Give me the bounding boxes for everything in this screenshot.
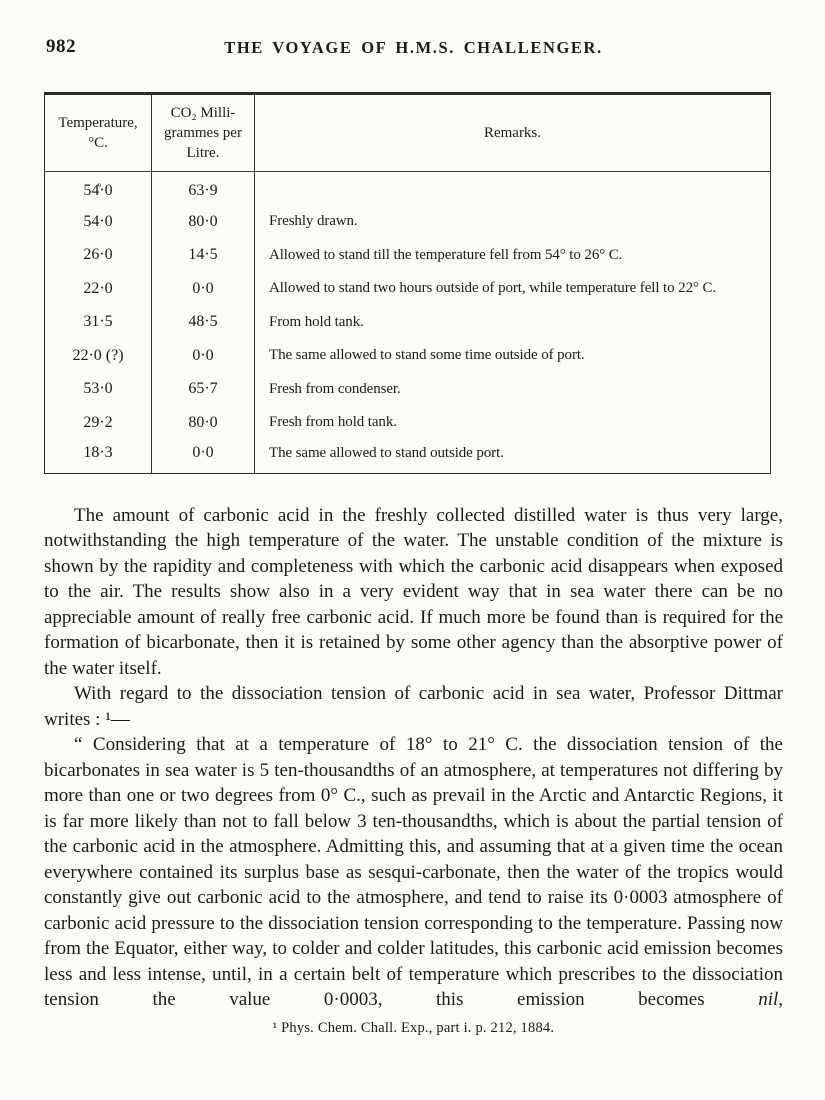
footnote-citation: ¹ Phys. Chem. Chall. Exp., part i. p. 212, 1884.: [272, 1019, 555, 1036]
cell-temperature: 26·0: [45, 239, 152, 273]
cell-remark: Fresh from hold tank.: [269, 414, 397, 431]
paragraph-carbonic-acid: The amount of carbonic acid in the freshly collected distilled water is thus very large, notwithstanding the high temperature of the water. The unstable condition of the mixture is shown by the rapidity and completeness with which the carbonic acid disappears when exposed to the air. The results show also in a very evident way that in sea water there can be no appreciable amount of really free carbonic acid. If much more be found than is required for the formation of bicarbonate, then it is retained by some other agency than the absorptive power of the water itself.: [44, 504, 783, 679]
paragraph-dittmar-intro: With regard to the dissociation tension of carbonic acid in sea water, Professor Dittmar writes : ¹—: [44, 683, 783, 730]
table-row: [45, 272, 771, 306]
table-row: [45, 239, 771, 273]
cell-co2: 65·7: [152, 373, 255, 407]
table-row: [45, 440, 771, 474]
table-row: [45, 406, 771, 440]
cell-co2: 80·0: [152, 205, 255, 239]
table-row: [45, 172, 771, 206]
cell-temperature: 22·0: [45, 272, 152, 306]
running-title: THE VOYAGE OF H.M.S. CHALLENGER.: [224, 38, 603, 57]
table-header-row: [45, 94, 771, 172]
page-header: [44, 36, 783, 60]
italic-nil: nil,: [758, 989, 783, 1010]
cell-remark: The same allowed to stand some time outside of port.: [269, 347, 585, 364]
body-text: [44, 503, 783, 1013]
table-row: [45, 205, 771, 239]
table-row: [45, 306, 771, 340]
cell-remark: From hold tank.: [269, 313, 364, 330]
cell-temperature: 22·0 (?): [45, 339, 152, 373]
cell-temperature: 31·5: [45, 306, 152, 340]
cell-temperature: 29·2: [45, 406, 152, 440]
column-header-co2: CO₂ Milli-grammes per Litre.: [152, 94, 255, 172]
cell-remark: Allowed to stand till the temperature fell from 54° to 26° C.: [269, 246, 623, 263]
column-header-temperature: Temperature, °C.: [45, 94, 152, 172]
cell-co2: 0·0: [152, 440, 255, 474]
cell-temperature: 54̊·0: [45, 172, 152, 206]
cell-remark: Allowed to stand two hours outside of port, while temperature fell to 22° C.: [269, 280, 717, 297]
table-row: [45, 373, 771, 407]
cell-remark: [255, 172, 771, 206]
quote-text: “ Considering that at a temperature of 18° to 21° C. the dissociation tension of the bicarbonates in sea water is 5 ten-thousandths of an atmosphere, at temperatures not differing by more than one or two degrees from 0° C., such as prevail in the Arctic and Antarctic Regions, it is far more likely than not to fall below 3 ten-thousandths, which is about the partial tension of the carbonic acid in the atmosphere. Admitting this, and assuming that at a given time the ocean everywhere contained its surplus base as sesqui-carbonate, then the water of the tropics would constantly give out carbonic acid to the atmosphere, and tend to raise its 0·0003 atmosphere of carbonic acid pressure to the dissociation tension corresponding to the temperature. Passing now from the Equator, either way, to colder and colder latitudes, this carbonic acid emission becomes less and less intense, until, in a certain belt of temperature which prescribes to the dissociation tension the value 0·0003, this emission becomes: [44, 734, 783, 1010]
cell-co2: 0·0: [152, 272, 255, 306]
cell-co2: 80·0: [152, 406, 255, 440]
cell-remark: Freshly drawn.: [269, 213, 358, 230]
table-row: [45, 339, 771, 373]
cell-temperature: 53·0: [45, 373, 152, 407]
cell-temperature: 54·0: [45, 205, 152, 239]
column-header-remarks: Remarks.: [255, 94, 771, 172]
cell-co2: 48·5: [152, 306, 255, 340]
cell-co2: 14·5: [152, 239, 255, 273]
page-number: 982: [46, 36, 76, 57]
cell-remark: Fresh from condenser.: [269, 380, 401, 397]
cell-co2: 0·0: [152, 339, 255, 373]
co2-measurements-table: [44, 92, 771, 474]
cell-remark: The same allowed to stand outside port.: [269, 444, 504, 461]
cell-temperature: 18·3: [45, 440, 152, 474]
paragraph-dittmar-quote: [44, 732, 783, 1013]
cell-co2: 63·9: [152, 172, 255, 206]
